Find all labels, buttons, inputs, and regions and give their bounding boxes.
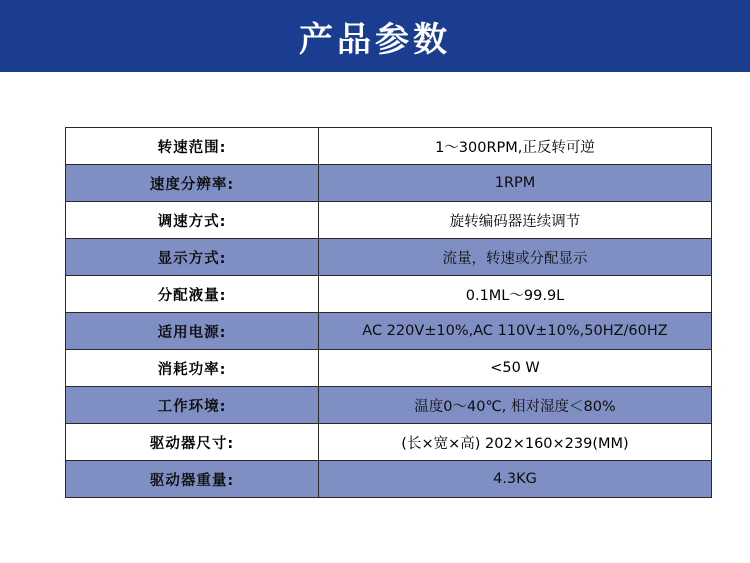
spec-label: 显示方式: bbox=[66, 239, 319, 276]
specification-table bbox=[65, 127, 712, 498]
table-row bbox=[66, 202, 712, 239]
spec-label: 调速方式: bbox=[66, 202, 319, 239]
page-header bbox=[0, 0, 750, 72]
table-row bbox=[66, 276, 712, 313]
table-row bbox=[66, 387, 712, 424]
table-row bbox=[66, 165, 712, 202]
table-row bbox=[66, 424, 712, 461]
spec-value: (长×宽×高) 202×160×239(MM) bbox=[319, 424, 712, 461]
spec-label: 驱动器重量: bbox=[66, 461, 319, 498]
spec-value: 流量，转速或分配显示 bbox=[319, 239, 712, 276]
spec-value: 4.3KG bbox=[319, 461, 712, 498]
page-title: 产品参数 bbox=[299, 19, 451, 60]
table-row bbox=[66, 350, 712, 387]
spec-value: 0.1ML～99.9L bbox=[319, 276, 712, 313]
spec-value: 旋转编码器连续调节 bbox=[319, 202, 712, 239]
table-row bbox=[66, 239, 712, 276]
spec-value: 温度0～40℃, 相对湿度＜80% bbox=[319, 387, 712, 424]
spec-value: <50 W bbox=[319, 350, 712, 387]
spec-label: 速度分辨率: bbox=[66, 165, 319, 202]
spec-value: 1～300RPM,正反转可逆 bbox=[319, 128, 712, 165]
spec-value: AC 220V±10%,AC 110V±10%,50HZ/60HZ bbox=[319, 313, 712, 350]
table-row bbox=[66, 128, 712, 165]
spec-label: 转速范围: bbox=[66, 128, 319, 165]
table-row bbox=[66, 461, 712, 498]
spec-label: 驱动器尺寸: bbox=[66, 424, 319, 461]
table-row bbox=[66, 313, 712, 350]
spec-label: 消耗功率: bbox=[66, 350, 319, 387]
spec-label: 分配液量: bbox=[66, 276, 319, 313]
specification-table-body bbox=[66, 128, 712, 498]
spec-label: 工作环境: bbox=[66, 387, 319, 424]
spec-value: 1RPM bbox=[319, 165, 712, 202]
specification-table-container bbox=[65, 127, 685, 498]
spec-label: 适用电源: bbox=[66, 313, 319, 350]
